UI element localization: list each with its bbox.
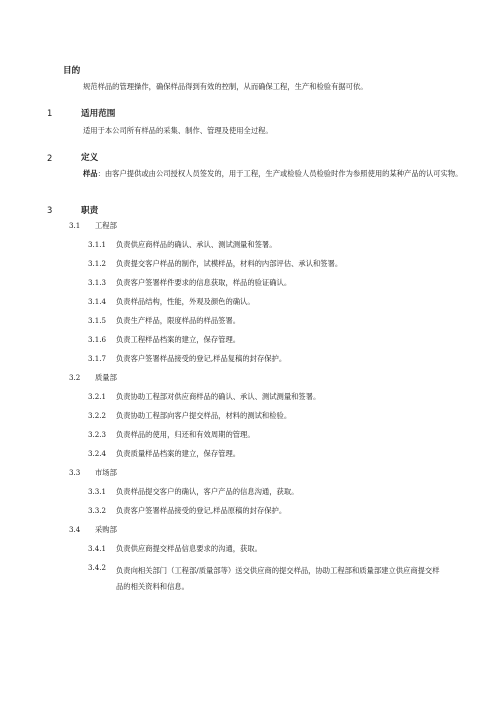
item-number: 3.2.2 [88, 411, 107, 420]
item-number: 3.3.2 [88, 506, 107, 515]
purpose-heading: 目的 [63, 66, 81, 76]
section-title: 工程部 [95, 221, 117, 230]
duties-number: 3 [47, 205, 53, 215]
section-number: 3.2 [69, 373, 81, 382]
item-text: 负责提交客户样品的制作，试模样品，材料的内部评估、承认和签署。 [116, 259, 343, 268]
purpose-text: 规范样品的管理操作，确保样品得到有效的控制，从而确保工程，生产和检验有据可依。 [83, 82, 368, 91]
item-number: 3.1.2 [88, 259, 107, 268]
item-text: 负责样品的使用，归还和有效周期的管理。 [116, 430, 255, 439]
item-text: 负责客户签署样品接受的登记,样品原稿的封存保护。 [116, 506, 287, 515]
section-title: 质量部 [95, 373, 117, 382]
section-number: 3.1 [69, 221, 81, 230]
section-title: 采购部 [95, 525, 117, 534]
section-title: 市场部 [95, 468, 117, 477]
definition-term: 样品 [83, 169, 98, 178]
item-text: 负责工程样品档案的建立，保存管理。 [116, 335, 241, 344]
definition-paragraph [83, 166, 465, 182]
item-number: 3.1.4 [88, 297, 107, 306]
scope-heading: 适用范围 [81, 109, 116, 119]
item-text: 负责样品结构，性能，外观及颜色的确认。 [116, 297, 255, 306]
item-number: 3.2.4 [88, 449, 107, 458]
item-text: 负责协助工程部向客户提交样品，材料的测试和检验。 [116, 411, 292, 420]
definition-text: ：由客户提供或由公司授权人员签发的，用于工程，生产或检验人员检验时作为参照使用的某种产品的认可实物。 [97, 169, 463, 178]
item-number: 3.3.1 [88, 487, 107, 496]
item-text: 负责向相关部门（工程部/质量部等）送交供应商的提交样品，协助工程部和质量部建立供应商提交样品的相关资料和信息。 [116, 566, 440, 591]
item-number: 3.1.5 [88, 316, 107, 325]
item-text: 负责客户签署样品接受的登记,样品复稿的封存保护。 [116, 354, 287, 363]
item-text: 负责供应商提交样品信息要求的沟通，获取。 [116, 544, 262, 553]
definition-number: 2 [47, 153, 53, 163]
item-number: 3.1.3 [88, 278, 107, 287]
duties-heading: 职责 [81, 206, 99, 216]
item-number: 3.1.7 [88, 354, 107, 363]
item-number: 3.1.1 [88, 240, 107, 249]
item-number: 3.4.2 [88, 563, 107, 572]
item-number: 3.4.1 [88, 544, 107, 553]
item-text: 负责客户签署样件要求的信息获取，样品的验证确认。 [116, 278, 292, 287]
item-text: 负责质量样品档案的建立，保存管理。 [116, 449, 241, 458]
item-number: 3.2.3 [88, 430, 107, 439]
definition-heading: 定义 [81, 153, 99, 163]
scope-number: 1 [47, 108, 53, 118]
item-text: 负责生产样品，限度样品的样品签署。 [116, 316, 241, 325]
item-text: 负责供应商样品的确认、承认、测试测量和签署。 [116, 240, 277, 249]
item-number: 3.2.1 [88, 392, 107, 401]
item-text: 负责样品提交客户的确认，客户产品的信息沟通，获取。 [116, 487, 299, 496]
item-number: 3.1.6 [88, 335, 107, 344]
item-text: 负责协助工程部对供应商样品的确认、承认、测试测量和签署。 [116, 392, 321, 401]
scope-text: 适用于本公司所有样品的采集、制作、管理及使用全过程。 [83, 126, 273, 135]
section-number: 3.4 [69, 525, 81, 534]
section-number: 3.3 [69, 468, 81, 477]
